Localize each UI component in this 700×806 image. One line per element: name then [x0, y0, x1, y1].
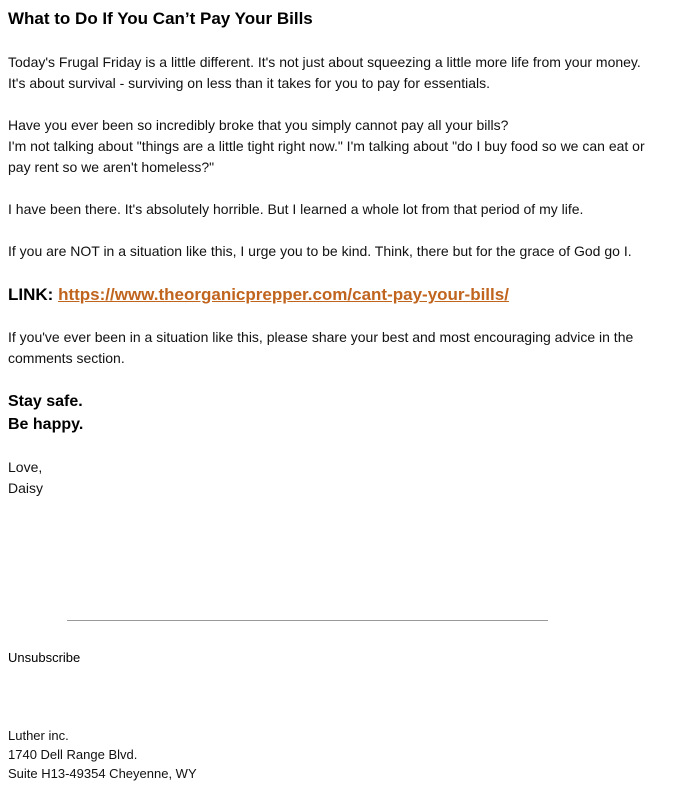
paragraph-share — [8, 327, 698, 369]
paragraph-been-there: I have been there. It's absolutely horrible. But I learned a whole lot from that period of my life. — [8, 201, 584, 217]
address-line: Luther inc. — [8, 728, 69, 743]
signoff-love: Love, — [8, 459, 43, 475]
unsubscribe-link[interactable]: Unsubscribe — [8, 650, 81, 665]
link-row — [8, 283, 509, 307]
text-line: I'm not talking about "things are a little tight right now." I'm talking about "do I buy food so we can eat or — [8, 138, 645, 154]
company-address — [8, 726, 197, 783]
text-line: pay rent so we aren't homeless?" — [8, 159, 215, 175]
text-line: Today's Frugal Friday is a little different. It's not just about squeezing a little more life from your money. — [8, 54, 641, 70]
paragraph-broke — [8, 115, 698, 178]
signoff-be-happy: Be happy. — [8, 416, 84, 433]
signoff-name: Daisy — [8, 480, 44, 496]
link-label: LINK: — [8, 285, 54, 304]
text-line: comments section. — [8, 350, 125, 366]
text-line: If you've ever been in a situation like this, please share your best and most encouraging advice in the — [8, 329, 634, 345]
email-title: What to Do If You Can’t Pay Your Bills — [8, 9, 313, 28]
address-line: Suite H13-49354 Cheyenne, WY — [8, 766, 197, 781]
address-line: 1740 Dell Range Blvd. — [8, 747, 138, 762]
text-line: It's about survival - surviving on less than it takes for you to pay for essentials. — [8, 75, 491, 91]
paragraph-intro — [8, 52, 698, 94]
signoff-stay-safe: Stay safe. — [8, 393, 83, 410]
article-link[interactable]: https://www.theorganicprepper.com/cant-pay-your-bills/ — [58, 285, 509, 304]
footer-divider — [67, 620, 548, 621]
text-line: Have you ever been so incredibly broke that you simply cannot pay all your bills? — [8, 117, 509, 133]
paragraph-be-kind: If you are NOT in a situation like this, I urge you to be kind. Think, there but for the grace of God go I. — [8, 243, 632, 259]
